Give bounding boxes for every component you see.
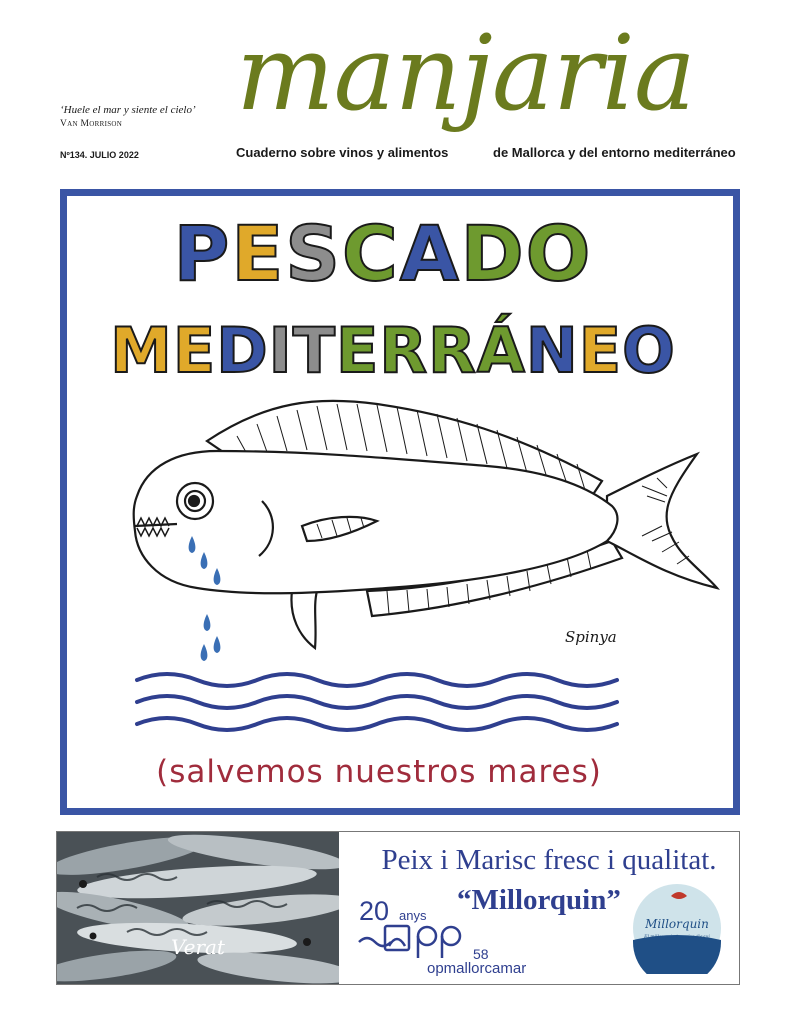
title-letter: N [525,314,579,387]
photo-label: Verat [171,935,225,959]
title-letter: E [172,314,217,387]
cover-title-line1 [174,209,593,298]
ad-brand: “Millorquin” [457,884,621,916]
title-letter: R [428,314,477,387]
op-number: 58 [473,946,489,962]
title-letter: A [399,209,461,298]
title-letter: C [342,209,400,298]
issue-number: Nº134. JULIO 2022 [60,150,139,160]
badge-tagline: El millor peix i marisc d'aqui [644,935,710,940]
artist-signature: Spinya [565,628,617,646]
title-letter: E [231,209,286,298]
masthead-quote: ‘Huele el mar y siente el cielo’ [60,104,196,116]
title-letter: M [110,314,173,387]
title-letter: S [285,209,343,298]
cover-illustration [60,189,740,815]
millorquin-badge-logo [631,882,723,974]
title-letter: E [578,314,623,387]
badge-name: Millorquin [645,917,709,931]
title-letter: Á [476,314,526,387]
title-letter: D [460,209,526,298]
title-letter: T [292,314,337,387]
fish-drawing [134,401,717,648]
magazine-logo: manjaria [236,12,695,134]
fish-photo [57,832,339,984]
cover-drawing [67,196,733,808]
ad-years: 20 [359,896,390,926]
title-letter: O [622,314,676,387]
cover-title-line2 [110,314,676,387]
subtitle-right: de Mallorca y del entorno mediterráneo [493,145,736,160]
ad-years-unit: anys [399,908,427,923]
advertisement[interactable] [56,831,740,985]
title-letter: P [173,209,232,298]
op-logo-icon [355,922,475,962]
title-letter: D [216,314,269,387]
cover-caption: (salvemos nuestros mares) [156,754,602,790]
subtitle-left: Cuaderno sobre vinos y alimentos [236,145,449,160]
title-letter: I [268,314,293,387]
title-letter: R [379,314,429,387]
quote-author: Van Morrison [60,119,123,129]
ad-headline: Peix i Marisc fresc i qualitat. [381,844,717,876]
title-letter: E [336,314,380,387]
title-letter: O [525,209,593,298]
ad-handle[interactable]: opmallorcamar [427,960,527,977]
sea-waves [137,674,617,730]
